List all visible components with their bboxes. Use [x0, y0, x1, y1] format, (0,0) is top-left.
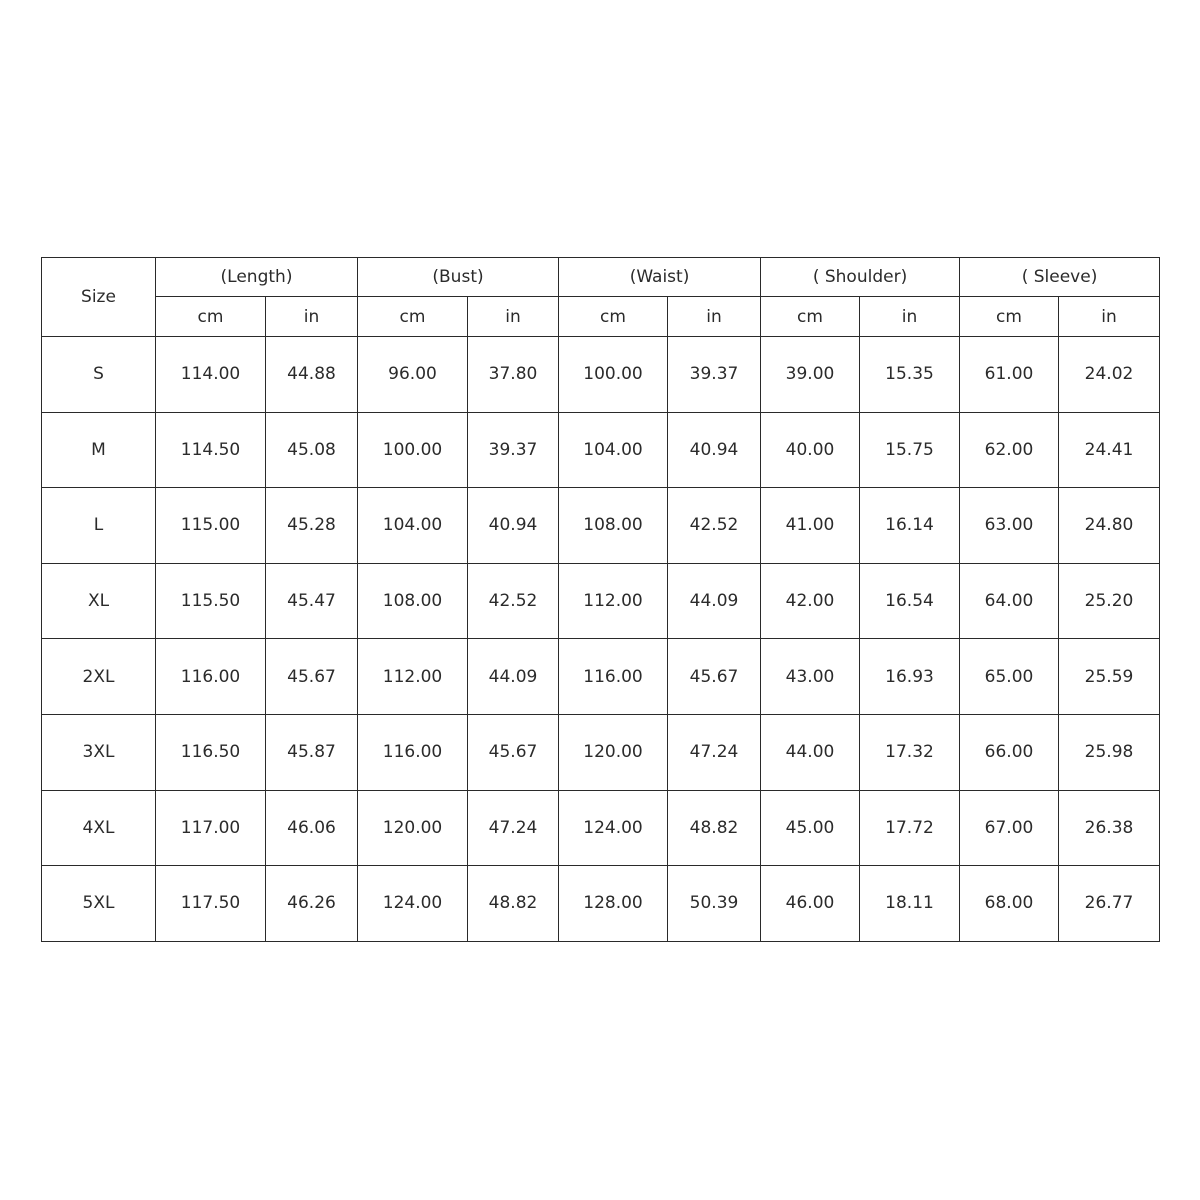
measurement-cell: 45.08: [266, 412, 358, 488]
measurement-cell: 39.00: [761, 337, 860, 413]
measurement-cell: 115.50: [156, 563, 266, 639]
measurement-cell: 44.09: [668, 563, 761, 639]
unit-in-header: in: [468, 297, 559, 337]
measurement-cell: 46.06: [266, 790, 358, 866]
measurement-cell: 39.37: [668, 337, 761, 413]
table-row: [42, 866, 1160, 942]
measurement-cell: 26.77: [1059, 866, 1160, 942]
measurement-cell: 46.00: [761, 866, 860, 942]
measurement-cell: 117.00: [156, 790, 266, 866]
measurement-cell: 116.50: [156, 714, 266, 790]
measurement-cell: 40.94: [668, 412, 761, 488]
measurement-cell: 45.28: [266, 488, 358, 564]
size-label-cell: L: [42, 488, 156, 564]
measurement-cell: 40.94: [468, 488, 559, 564]
waist-header: (Waist): [559, 258, 761, 297]
unit-cm-header: cm: [559, 297, 668, 337]
measurement-cell: 128.00: [559, 866, 668, 942]
table-row: [42, 639, 1160, 715]
measurement-cell: 117.50: [156, 866, 266, 942]
measurement-cell: 108.00: [358, 563, 468, 639]
table-row: [42, 412, 1160, 488]
measurement-cell: 65.00: [960, 639, 1059, 715]
measurement-cell: 50.39: [668, 866, 761, 942]
measurement-cell: 42.52: [668, 488, 761, 564]
size-label-cell: 2XL: [42, 639, 156, 715]
measurement-cell: 45.87: [266, 714, 358, 790]
measurement-cell: 100.00: [358, 412, 468, 488]
measurement-cell: 115.00: [156, 488, 266, 564]
measurement-cell: 42.52: [468, 563, 559, 639]
measurement-cell: 25.98: [1059, 714, 1160, 790]
measurement-cell: 48.82: [668, 790, 761, 866]
measurement-cell: 41.00: [761, 488, 860, 564]
measurement-cell: 104.00: [358, 488, 468, 564]
measurement-cell: 44.88: [266, 337, 358, 413]
measurement-cell: 67.00: [960, 790, 1059, 866]
size-label-cell: 5XL: [42, 866, 156, 942]
size-column-header: Size: [42, 258, 156, 337]
measurement-cell: 17.72: [860, 790, 960, 866]
measurement-cell: 45.67: [468, 714, 559, 790]
measurement-cell: 112.00: [358, 639, 468, 715]
measurement-cell: 37.80: [468, 337, 559, 413]
unit-cm-header: cm: [761, 297, 860, 337]
measurement-cell: 116.00: [156, 639, 266, 715]
table-row: [42, 790, 1160, 866]
measurement-cell: 24.41: [1059, 412, 1160, 488]
measurement-cell: 66.00: [960, 714, 1059, 790]
size-label-cell: XL: [42, 563, 156, 639]
measurement-cell: 63.00: [960, 488, 1059, 564]
measurement-cell: 96.00: [358, 337, 468, 413]
group-header-row: [42, 258, 1160, 297]
sleeve-header: ( Sleeve): [960, 258, 1160, 297]
measurement-cell: 116.00: [358, 714, 468, 790]
shoulder-header: ( Shoulder): [761, 258, 960, 297]
unit-in-header: in: [668, 297, 761, 337]
bust-header: (Bust): [358, 258, 559, 297]
measurement-cell: 16.93: [860, 639, 960, 715]
measurement-cell: 47.24: [668, 714, 761, 790]
measurement-cell: 24.80: [1059, 488, 1160, 564]
measurement-cell: 47.24: [468, 790, 559, 866]
measurement-cell: 120.00: [358, 790, 468, 866]
measurement-cell: 48.82: [468, 866, 559, 942]
measurement-cell: 16.14: [860, 488, 960, 564]
measurement-cell: 68.00: [960, 866, 1059, 942]
measurement-cell: 64.00: [960, 563, 1059, 639]
measurement-cell: 116.00: [559, 639, 668, 715]
unit-in-header: in: [266, 297, 358, 337]
table-row: [42, 488, 1160, 564]
measurement-cell: 46.26: [266, 866, 358, 942]
measurement-cell: 112.00: [559, 563, 668, 639]
measurement-cell: 100.00: [559, 337, 668, 413]
measurement-cell: 120.00: [559, 714, 668, 790]
measurement-cell: 45.67: [266, 639, 358, 715]
unit-cm-header: cm: [156, 297, 266, 337]
size-label-cell: 4XL: [42, 790, 156, 866]
measurement-cell: 124.00: [559, 790, 668, 866]
measurement-cell: 114.00: [156, 337, 266, 413]
length-header: (Length): [156, 258, 358, 297]
measurement-cell: 43.00: [761, 639, 860, 715]
unit-cm-header: cm: [358, 297, 468, 337]
measurement-cell: 24.02: [1059, 337, 1160, 413]
measurement-cell: 39.37: [468, 412, 559, 488]
measurement-cell: 45.00: [761, 790, 860, 866]
measurement-cell: 26.38: [1059, 790, 1160, 866]
measurement-cell: 16.54: [860, 563, 960, 639]
measurement-cell: 15.75: [860, 412, 960, 488]
measurement-cell: 15.35: [860, 337, 960, 413]
measurement-cell: 124.00: [358, 866, 468, 942]
measurement-cell: 25.59: [1059, 639, 1160, 715]
size-label-cell: M: [42, 412, 156, 488]
unit-in-header: in: [1059, 297, 1160, 337]
measurement-cell: 45.67: [668, 639, 761, 715]
measurement-cell: 25.20: [1059, 563, 1160, 639]
measurement-cell: 40.00: [761, 412, 860, 488]
measurement-cell: 104.00: [559, 412, 668, 488]
measurement-cell: 44.00: [761, 714, 860, 790]
measurement-cell: 62.00: [960, 412, 1059, 488]
table-row: [42, 563, 1160, 639]
table-row: [42, 714, 1160, 790]
size-label-cell: S: [42, 337, 156, 413]
measurement-cell: 17.32: [860, 714, 960, 790]
size-label-cell: 3XL: [42, 714, 156, 790]
measurement-cell: 44.09: [468, 639, 559, 715]
size-chart-table: [41, 257, 1160, 942]
table-row: [42, 337, 1160, 413]
measurement-cell: 61.00: [960, 337, 1059, 413]
unit-cm-header: cm: [960, 297, 1059, 337]
measurement-cell: 114.50: [156, 412, 266, 488]
unit-header-row: [42, 297, 1160, 337]
measurement-cell: 18.11: [860, 866, 960, 942]
measurement-cell: 108.00: [559, 488, 668, 564]
measurement-cell: 45.47: [266, 563, 358, 639]
measurement-cell: 42.00: [761, 563, 860, 639]
unit-in-header: in: [860, 297, 960, 337]
